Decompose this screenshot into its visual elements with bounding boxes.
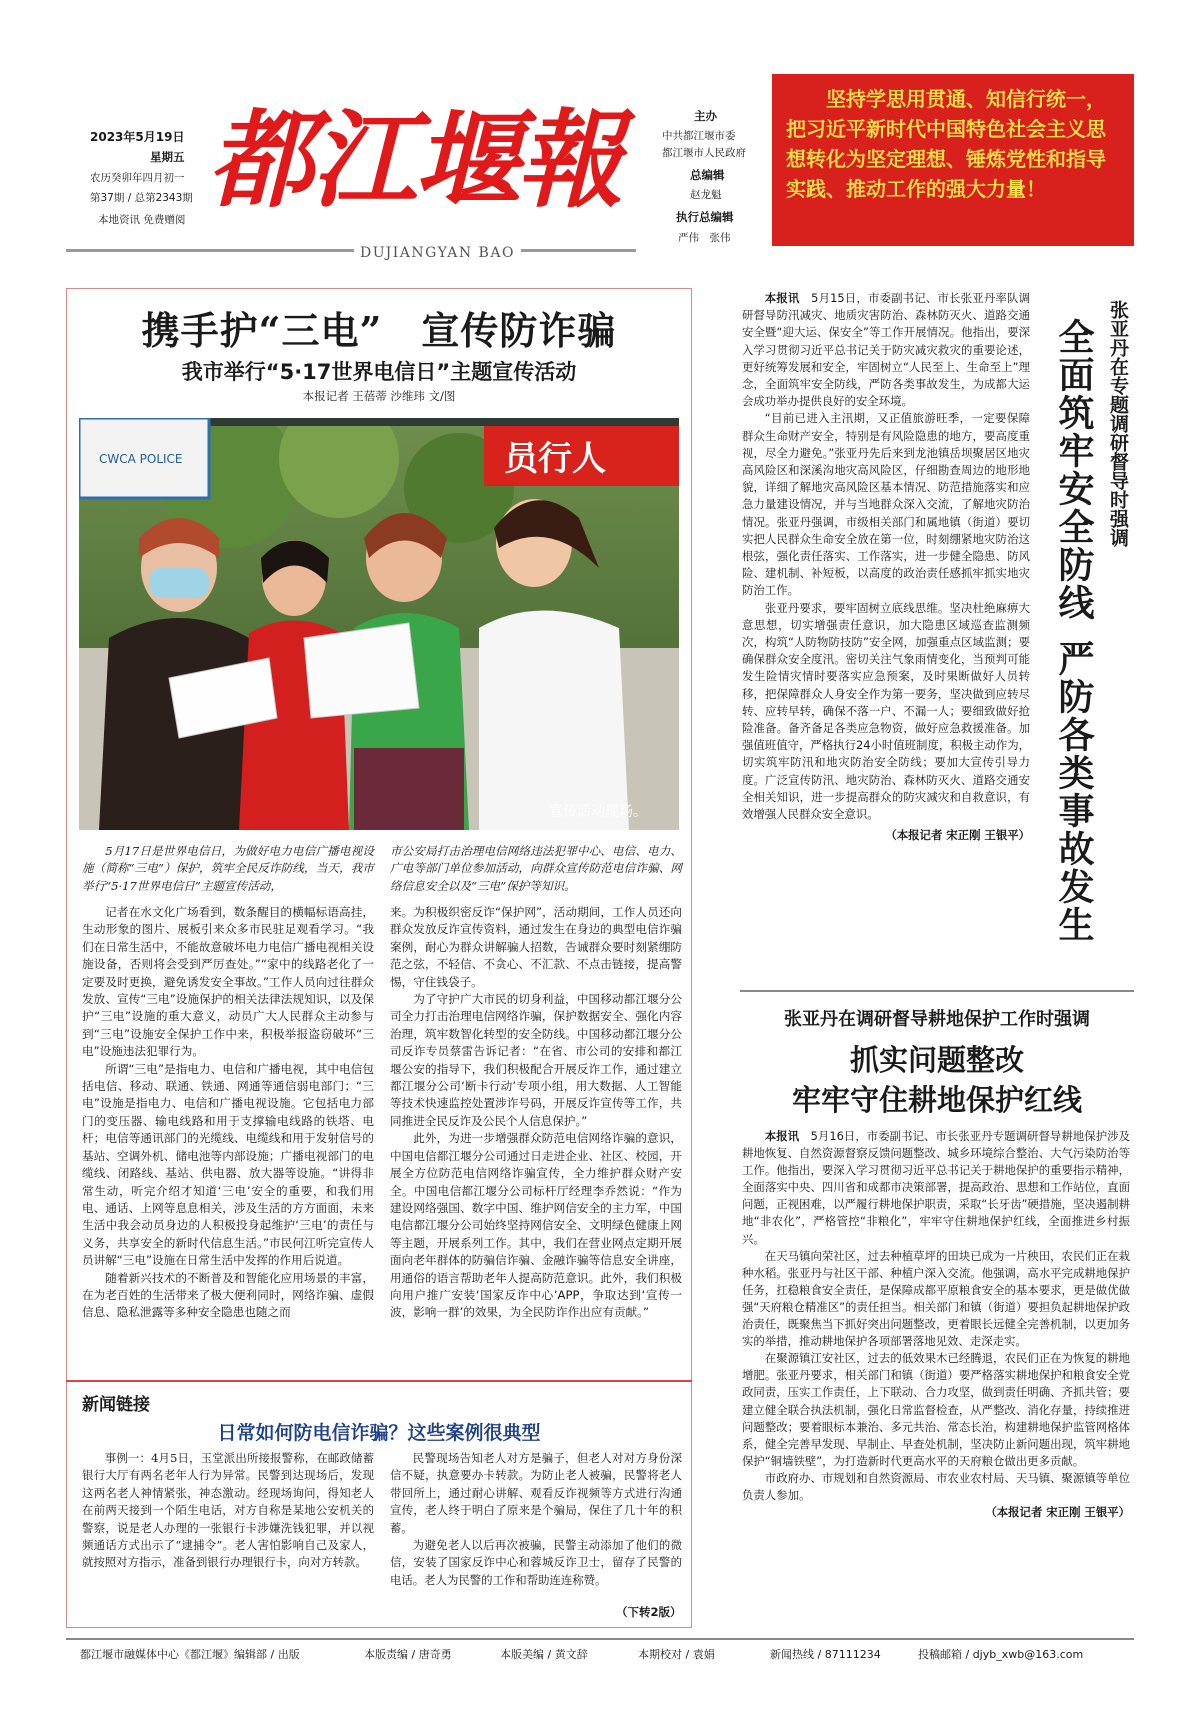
lead-byline: 本报记者 王蓓蒂 沙维玮 文/图 (302, 389, 456, 403)
right-article-1-body (742, 290, 1030, 845)
right-2-headline-1: 抓实问题整改 (849, 1043, 1024, 1077)
slogan-banner (772, 74, 1134, 246)
lead-headline: 携手护“三电” 宣传防诈骗 (141, 308, 617, 353)
issue-date: 2023年5月19日 (90, 130, 185, 144)
lead-subhead: 我市举行“5·17世界电信日”主题宣传活动 (181, 360, 577, 384)
photo-banner-text: 员行人 (504, 439, 606, 479)
right-2-p1: 5月16日，市委副书记、市长张亚丹专题调研督导耕地保护涉及耕地恢复、自然资源督察反馈问题整改、城乡环境综合整治、大气污染防治等工作。他指出，要深入学习贯彻习近平总书记关于耕地保护的重要指示精神，全面落实中央、四川省和成都市决策部署，提高政治、思想和工作站位，直面问题，正视困难，以严履行耕地保护职责，采取“长牙齿”硬措施，坚决遏制耕地“非农化”，严格管控“非粮化”，牢牢守住耕地保护红线，全面推进乡村振兴。 (742, 1129, 1130, 1246)
chief-editor: 赵龙魁 (690, 189, 722, 201)
news-link-rule (66, 1380, 692, 1382)
sponsor-label: 主办 (694, 109, 717, 123)
right-1-tag: 本报讯 (764, 291, 800, 305)
sponsor-2: 都江堰市人民政府 (662, 147, 746, 159)
lead-c2-p2: 为了守护广大市民的切身利益，中国移动都江堰分公司全力打击治理电信网络诈骗，保护数据安全、强化内容治理，筑牢数智化转型的安全防线。中国移动都江堰分公司反诈专员蔡雷告诉记者：“在省、市公司的安排和都江堰公安的指导下，我们积极配合开展反诈工作，通过建立都江堰分公司‘断卡行动’专项小组，用大数据、人工智能等技术快速监控处置涉诈号码，开展反诈宣传等工作，共同推进全民反诈及公民个人信息保护。” (390, 992, 682, 1128)
logo-pinyin: DUJIANGYAN BAO (354, 245, 521, 261)
lunar-date: 农历癸卯年四月初一 (90, 172, 185, 184)
right-2-kicker: 张亚丹在调研督导耕地保护工作时强调 (784, 1009, 1090, 1030)
chief-editor-label: 总编辑 (690, 168, 725, 182)
right-1-p1: 5月15日，市委副书记、市长张亚丹率队调研督导防汛减灾、地质灾害防治、森林防灭火、道路交通安全暨“迎大运、保安全”等工作开展情况。他指出，要深入学习贯彻习近平总书记关于防灾减灾救灾的重要论述，更好统筹发展和安全，牢固树立“人民至上、生命至上”理念，全面筑牢安全防线，严防各类事故发生，为成都大运会成功举办提供良好的安全环境。 (742, 291, 1030, 409)
exec-editor-label: 执行总编辑 (676, 210, 734, 224)
slogan-text: 坚持学思用贯通、知信行统一，把习近平新时代中国特色社会主义思想转化为坚定理想、锤炼党性和指导实践、推动工作的强大力量！ (786, 87, 1106, 201)
issue-weekday: 星期五 (150, 150, 185, 164)
exec-editors: 严伟 张伟 (678, 232, 731, 244)
footer-email[interactable]: 投稿邮箱 / djyb_xwb@163.com (918, 1648, 1084, 1661)
lead-column-1 (82, 904, 374, 1322)
lead-c1-p1: 记者在水文化广场看到，数条醒目的横幅标语高挂，生动形象的图片、展板引来众多市民驻足观看学习。“我们在日常生活中，不能故意破坏电力电信广播电视相关设施设备，否则将会受到严厉查处。”“家中的线路老化了一定要及时更换，避免诱发安全事故。”工作人员向过往群众发放、宣传“三电”设施保护的相关法律法规知识，以及保护“三电”设施的重大意义，动员广大人民群众主动参与到“三电”设施安全保护工作中来，积极举报盗窃破坏“三电”设施违法犯罪行为。 (82, 905, 374, 1059)
right-2-tag: 本报讯 (764, 1129, 800, 1143)
footer-publisher: 都江堰市融媒体中心《都江堰》编辑部 / 出版 (80, 1648, 300, 1661)
footer-designer: 本版美编 / 黄文辞 (500, 1648, 588, 1661)
right-1-headline-2: 严防各类事故发生 (1053, 640, 1095, 944)
photo-sign-text: CWCA POLICE (99, 452, 183, 466)
news-link-col1 (82, 1450, 374, 1572)
right-article-2-body (742, 1128, 1130, 1521)
news-link-label: 新闻链接 (82, 1395, 150, 1415)
lead-intro-cont: 市公安局打击治理电信网络违法犯罪中心、电信、电力、广电等部门单位参加活动，向群众宣传防范电信诈骗、网络信息安全以及“三电”保护等知识。 (390, 844, 682, 893)
right-2-p2: 在天马镇向荣社区，过去种植草坪的田块已成为一片秧田，农民们正在栽种水稻。张亚丹与社区干部、种植户深入交流。他强调，高水平完成耕地保护任务，扛稳粮食安全责任，是保障成都平原粮食安全的基本要求，更是做优做强“天府粮仓精准区”的责任担当。相关部门和镇（街道）要担负起耕地保护政治责任，既聚焦当下抓好突出问题整改，更着眼长远健全完善机制，以更加务实的举措，推动耕地保护各项部署落地见效、走深走实。 (742, 1248, 1130, 1349)
case-one-text: 事例一：4月5日，玉堂派出所接报警称，在邮政储蓄银行大厅有两名老年人行为异常。民警到达现场后，发现这两名老人神情紧张，神态激动。经现场询问，得知老人在前两天接到一个陌生电话，对方自称是某地公安机关的警察，说是老人办理的一张银行卡涉嫌洗钱犯罪，并以视频通话方式出示了“逮捕令”。老人害怕影响自己及家人，就按照对方指示，准备到银行办理银行卡，向对方转款。 (82, 1451, 374, 1570)
newspaper-logo: 都江堰報 (208, 97, 620, 222)
event-photo-illustration (79, 418, 679, 830)
right-1-kicker: 张亚丹在专题调研督导时强调 (1107, 300, 1129, 547)
photo-caption: 宣传活动现场。 (549, 804, 647, 820)
right-2-byline: （本报记者 宋正刚 王银平） (985, 1505, 1130, 1520)
news-link-title: 日常如何防电信诈骗？这些案例很典型 (217, 1422, 541, 1444)
issue-number: 第37期 / 总第2343期 (90, 192, 193, 204)
distribution-note: 本地资讯 免费赠阅 (98, 214, 186, 226)
right-2-headline-2: 牢牢守住耕地保护红线 (791, 1083, 1082, 1117)
footer-proof: 本期校对 / 袁娟 (638, 1648, 715, 1661)
lead-c2-p1: 来。为积极织密反诈“保护网”，活动期间，工作人员还向群众发放反诈宣传资料，通过发生在身边的典型电信诈骗案例，耐心为群众讲解骗人招数，告诫群众要时刻紧绷防范之弦，不轻信、不贪心、不汇款、不点击链接，提高警惕，守住钱袋子。 (390, 905, 682, 989)
lead-photo (79, 418, 679, 830)
lead-intro-left (82, 843, 374, 895)
sponsor-1: 中共都江堰市委 (662, 130, 736, 142)
jump-to-page-2[interactable]: （下转2版） (616, 1605, 682, 1619)
footer-rule (66, 1638, 1134, 1640)
right-separator (740, 990, 1134, 992)
masthead-rule (66, 249, 636, 252)
right-1-p3: 张亚丹要求，要牢固树立底线思维。坚决杜绝麻痹大意思想，切实增强责任意识，加大隐患区域巡查监测频次，构筑“人防物防技防”安全网，加强重点区域监测；要确保群众安全度汛。密切关注气象雨情变化，当预判可能发生险情灾情时要落实应急预案，及时果断做好人员转移，把保障群众人身安全作为第一要务，坚决做到应转尽转、应转早转，确保不落一户、不漏一人；要细致做好抢险准备。备齐备足各类应急物资，做好应急救援准备。加强值班值守，严格执行24小时值班制度，积极主动作为，切实筑牢防汛和地灾防治安全防线；要加大宣传引导力度。广泛宣传防汛、地灾防治、森林防灭火、道路交通安全相关知识，进一步提高群众的防灾减灾和自救意识，有效增强人民群众安全意识。 (742, 600, 1030, 822)
lead-intro-right (390, 843, 682, 895)
right-1-p2: “目前已进入主汛期，又正值旅游旺季，一定要保障群众生命财产安全，特别是有风险隐患的地方，要高度重视，尽全力避免。”张亚丹先后来到龙池镇岳坝聚居区地灾高风险区和深溪沟地灾高风险区，仔细勘查周边的地形地貌，详细了解地灾高风险区基本情况、防范措施落实和应急力量建设情况，并与当地群众深入交流，了解地灾防治情况。张亚丹强调，市级相关部门和属地镇（街道）要切实把人民群众生命安全放在第一位，时刻绷紧地灾防治这根弦，强化责任落实、工作落实，进一步健全隐患、防风险、建机制、补短板，以高度的政治责任感抓牢抓实地灾防治工作。 (742, 411, 1030, 598)
lead-c1-p3: 随着新兴技术的不断普及和智能化应用场景的丰富，在为老百姓的生活带来了极大便利同时，网络诈骗、虚假信息、隐私泄露等多种安全隐患也随之而 (82, 1270, 374, 1320)
lead-column-2 (390, 904, 682, 1322)
case-one-cont: 民警现场告知老人对方是骗子，但老人对对方身份深信不疑，执意要办卡转款。为防止老人被骗，民警将老人带回所上，通过耐心讲解、观看反诈视频等方式进行沟通宣传，老人终于明白了原来是个骗局，保住了几十年的积蓄。 (390, 1451, 682, 1535)
case-one-cont-2: 为避免老人以后再次被骗，民警主动添加了他们的微信，安装了国家反诈中心和蓉城反诈卫士，留存了民警的电话。老人为民警的工作和帮助连连称赞。 (390, 1538, 682, 1587)
footer-hotline: 新闻热线 / 87111234 (770, 1648, 881, 1661)
lead-c2-p3: 此外，为进一步增强群众防范电信网络诈骗的意识，中国电信都江堰分公司通过日走进企业、社区、校园，开展全方位防范电信网络诈骗宣传，全力维护群众财产安全。中国电信都江堰分公司标杆厅经理李乔然说：“作为建设网络强国、数字中国、维护网信安全的主力军，中国电信都江堰分公司始终坚持网信安全、文明绿色健康上网等主题，开展系列工作。其中，我们在营业网点定期开展面向老年群体的防骗信诈骗、金融诈骗等信息安全讲座，用通俗的语言帮助老年人提高防范意识。此外，我们积极向用户推广安装‘国家反诈中心’APP，争取达到‘宣传一波，影响一群’的效果，为全民防诈作出应有贡献。” (390, 1131, 682, 1320)
right-2-p4: 市政府办、市规划和自然资源局、市农业农村局、天马镇、聚源镇等单位负责人参加。 (742, 1470, 1130, 1502)
news-link-col2 (390, 1450, 682, 1589)
right-1-byline: （本报记者 宋正刚 王银平） (885, 828, 1030, 843)
right-1-headline-1: 全面筑牢安全防线 (1053, 318, 1095, 622)
lead-intro: 5月17日是世界电信日，为做好电力电信广播电视设施（简称“三电”）保护，筑牢全民反诈防线，当天，我市举行“5·17世界电信日”主题宣传活动， (82, 844, 374, 893)
lead-c1-p2: 所谓“三电”是指电力、电信和广播电视，其中电信包括电信、移动、联通、铁通、网通等通信弱电部门；“三电”设施是指电力、电信和广播电视设施。它包括电力部门的变压器、输电线路和用于支撑输电线路的铁塔、电杆；电信等通讯部门的光缆线、电缆线和用于发射信号的基站、空调外机、储电池等内部设施；广播电视部门的电缆线、闭路线、基站、供电器、放大器等设施。“讲得非常生动，听完介绍才知道‘三电’安全的重要，和我们用电、通话、上网等息息相关，涉及生活的方方面面，未来生活中我会动员身边的人积极投身起维护‘三电’的责任与义务，共享安全的新时代信息生活。”市民何江听完宣传人员讲解“三电”设施在日常生活中发挥的作用后说道。 (82, 1061, 374, 1268)
footer-editor: 本版责编 / 唐奇勇 (364, 1648, 452, 1661)
right-2-p3: 在聚源镇江安社区，过去的低效果木已经腾退，农民们正在为恢复的耕地增肥。张亚丹要求，相关部门和镇（街道）要严格落实耕地保护和粮食安全党政同责，压实工作责任，上下联动、合力攻坚，做到责任明确、齐抓共管；要建立健全联合执法机制，强化日常监督检查，从严整改、消化存量，持续推进问题整改；要着眼标本兼治、多元共治、常态长治，构建耕地保护监管网格体系，健全完善早发现、早制止、早查处机制，坚决防止新问题出现，筑牢耕地保护“铜墙铁壁”，为打造新时代更高水平的天府粮仓做出更多贡献。 (742, 1351, 1130, 1468)
